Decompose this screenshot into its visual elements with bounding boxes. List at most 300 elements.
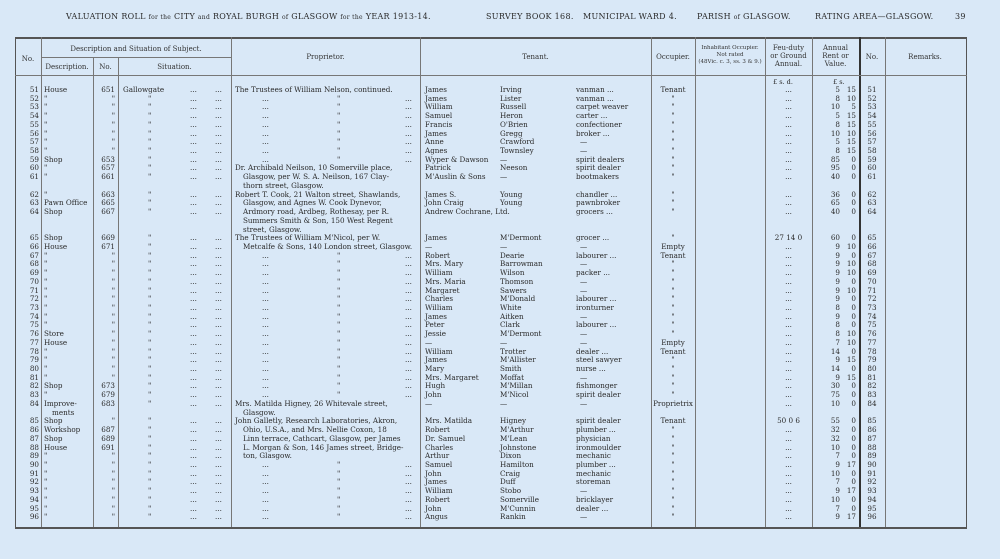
row-feu-duty: ...	[785, 294, 792, 304]
row-situation: "	[148, 451, 152, 461]
row-number: 95	[29, 503, 39, 513]
row-situation-dots: ...	[215, 146, 222, 156]
row-situation: "	[148, 102, 152, 112]
row-number-right: 87	[867, 433, 877, 443]
row-annual-shillings: 0	[851, 311, 856, 321]
row-occupation: packer ...	[576, 268, 611, 278]
row-situation-dots: ...	[190, 128, 197, 138]
row-annual-shillings: 0	[851, 276, 856, 286]
row-proprietor-ditto: "	[337, 503, 341, 513]
parish-word: GLASGOW.	[743, 12, 791, 21]
row-proprietor: street, Glasgow.	[243, 224, 302, 234]
row-number: 73	[29, 303, 39, 312]
row-occupier: "	[671, 276, 675, 286]
row-proprietor-dots: ...	[262, 303, 269, 312]
row-proprietor-dots: ...	[405, 111, 412, 121]
row-proprietor-ditto: "	[337, 372, 341, 382]
title-word: ROYAL BURGH	[212, 12, 280, 21]
row-situation-dots: ...	[190, 233, 197, 243]
row-feu-duty: ...	[785, 207, 792, 217]
row-annual-pounds: 8	[835, 320, 840, 330]
row-proprietor-dots: ...	[262, 320, 269, 330]
row-number-right: 74	[867, 311, 877, 321]
row-annual-pounds: 9	[835, 241, 840, 251]
row-situation-dots: ...	[215, 303, 222, 312]
row-situation-dots: ...	[190, 268, 197, 278]
row-occupation: ironturner	[576, 303, 614, 312]
row-tenant-last: M'Arthur	[500, 425, 534, 435]
row-annual-pounds: 75	[830, 390, 840, 400]
row-description: Shop	[44, 416, 63, 426]
row-situation-dots: ...	[190, 259, 197, 269]
row-number-right: 92	[867, 477, 877, 487]
row-feu-duty: ...	[785, 276, 792, 286]
row-tenant-last: Sawers	[500, 285, 527, 295]
row-tenant-last: Lister	[500, 93, 522, 103]
header-line: Not rated	[716, 52, 744, 58]
row-situation-dots: ...	[215, 172, 222, 182]
row-feu-duty: ...	[785, 329, 792, 339]
row-number-right: 51	[867, 85, 877, 94]
row-situation: "	[148, 512, 152, 522]
row-situation-dots: ...	[190, 207, 197, 217]
row-annual-shillings: 0	[851, 390, 856, 400]
row-occupier: "	[671, 390, 675, 400]
row-proprietor-dots: ...	[262, 364, 269, 374]
row-number: 57	[29, 137, 39, 147]
row-feu-duty: ...	[785, 503, 792, 513]
row-proprietor-dots: ...	[405, 503, 412, 513]
row-number-right: 63	[867, 198, 877, 208]
row-situation-dots: ...	[190, 459, 197, 469]
row-annual-shillings: 17	[846, 459, 856, 469]
row-description: Shop	[44, 433, 63, 443]
row-number-right: 91	[867, 468, 877, 478]
row-tenant-last: Clark	[500, 320, 520, 330]
row-number: 90	[29, 459, 39, 469]
row-description: "	[44, 250, 48, 260]
row-proprietor-dots: ...	[405, 146, 412, 156]
row-annual-shillings: 0	[851, 172, 856, 182]
row-tenant-last: Irving	[500, 85, 522, 94]
row-proprietor-dots: ...	[405, 93, 412, 103]
row-proprietor-dots: ...	[262, 294, 269, 304]
row-description: Workshop	[44, 425, 81, 435]
row-proprietor-dots: ...	[262, 128, 269, 138]
row-situation-dots: ...	[190, 85, 197, 94]
row-proprietor-dots: ...	[405, 154, 412, 164]
row-proprietor-dots: ...	[262, 355, 269, 365]
row-occupation: —	[580, 259, 588, 269]
row-feu-duty: ...	[785, 163, 792, 173]
row-situation-dots: ...	[215, 477, 222, 487]
row-situation-dots: ...	[190, 137, 197, 147]
row-street-number: 665	[101, 198, 115, 208]
annual-units: £ s.	[833, 78, 845, 86]
row-tenant-first: Mrs. Mary	[425, 259, 464, 269]
row-occupier: "	[671, 207, 675, 217]
row-feu-duty: ...	[785, 303, 792, 312]
row-situation-dots: ...	[190, 276, 197, 286]
row-occupation: spirit dealer	[576, 416, 621, 426]
row-annual-shillings: 0	[851, 198, 856, 208]
row-situation-dots: ...	[190, 494, 197, 504]
row-occupier: "	[671, 137, 675, 147]
row-situation-dots: ...	[190, 425, 197, 435]
row-annual-pounds: 10	[830, 494, 840, 504]
row-situation: "	[148, 337, 152, 347]
column-divider	[885, 37, 886, 527]
row-street-number: "	[111, 329, 115, 339]
row-number-right: 67	[867, 250, 877, 260]
row-annual-shillings: 0	[851, 398, 856, 408]
col-header-inhabitant	[695, 45, 765, 66]
row-occupier: Tenant	[660, 250, 686, 260]
row-situation-dots: ...	[215, 233, 222, 243]
row-situation: "	[148, 163, 152, 173]
row-number: 88	[29, 442, 39, 452]
row-street-number: "	[111, 364, 115, 374]
row-annual-shillings: 0	[851, 189, 856, 199]
row-proprietor-dots: ...	[405, 512, 412, 522]
row-annual-pounds: 9	[835, 268, 840, 278]
col-header-feu-duty	[765, 44, 812, 68]
row-tenant-last: M'Dermont	[500, 329, 542, 339]
row-proprietor-ditto: "	[337, 337, 341, 347]
row-situation-dots: ...	[215, 128, 222, 138]
row-tenant-first: —	[425, 337, 433, 347]
row-feu-duty: ...	[785, 346, 792, 356]
row-number-right: 83	[867, 390, 877, 400]
row-situation: "	[148, 119, 152, 129]
row-tenant-last: Russell	[500, 102, 527, 112]
row-description: "	[44, 102, 48, 112]
row-proprietor: ton, Glasgow.	[243, 451, 292, 461]
row-proprietor-ditto: "	[337, 320, 341, 330]
row-occupier: "	[671, 128, 675, 138]
row-tenant-first: M'Auslin & Sons	[425, 172, 486, 182]
row-occupation: —	[580, 486, 588, 496]
row-annual-pounds: 55	[830, 416, 840, 426]
row-number: 59	[29, 154, 39, 164]
row-street-number: "	[111, 503, 115, 513]
row-street-number: 683	[101, 398, 115, 408]
row-annual-pounds: 40	[830, 207, 840, 217]
row-situation: "	[148, 364, 152, 374]
row-number: 85	[29, 416, 39, 426]
row-tenant-last: Smith	[500, 364, 522, 374]
row-occupier: "	[671, 111, 675, 121]
row-annual-pounds: 9	[835, 259, 840, 269]
row-tenant-first: Margaret	[425, 285, 460, 295]
row-situation-dots: ...	[215, 355, 222, 365]
row-number-right: 95	[867, 503, 877, 513]
row-tenant-last: Thomson	[500, 276, 534, 286]
row-proprietor-dots: ...	[405, 285, 412, 295]
row-feu-duty: ...	[785, 372, 792, 382]
row-tenant-first: William	[425, 102, 453, 112]
row-street-number: 661	[101, 172, 115, 182]
row-proprietor-ditto: "	[337, 494, 341, 504]
row-number-right: 66	[867, 241, 877, 251]
page-header	[66, 12, 431, 21]
row-number: 54	[29, 111, 39, 121]
row-description: Store	[44, 329, 64, 339]
row-number: 83	[29, 390, 39, 400]
row-situation: "	[148, 398, 152, 408]
row-description: "	[44, 364, 48, 374]
row-situation: "	[148, 486, 152, 496]
row-annual-shillings: 10	[846, 259, 856, 269]
row-number-right: 89	[867, 451, 877, 461]
row-feu-duty: ...	[785, 198, 792, 208]
row-annual-pounds: 5	[835, 85, 840, 94]
row-street-number: "	[111, 93, 115, 103]
col-header-desc-group: Description and Situation of Subject.	[70, 45, 202, 53]
row-tenant-first: William	[425, 486, 453, 496]
row-occupier: "	[671, 294, 675, 304]
row-proprietor-dots: ...	[405, 250, 412, 260]
title-word: for the	[148, 14, 172, 21]
row-situation-dots: ...	[215, 189, 222, 199]
row-number: 65	[29, 233, 39, 243]
row-situation-dots: ...	[190, 433, 197, 443]
row-number: 81	[29, 372, 39, 382]
row-annual-shillings: 10	[846, 241, 856, 251]
row-proprietor-dots: ...	[405, 128, 412, 138]
row-number: 87	[29, 433, 39, 443]
row-occupier: "	[671, 494, 675, 504]
row-annual-pounds: 5	[835, 111, 840, 121]
row-tenant-last: Craig	[500, 468, 521, 478]
municipal-ward: MUNICIPAL WARD 4.	[583, 12, 677, 21]
row-occupation: —	[580, 337, 588, 347]
row-situation: "	[148, 433, 152, 443]
row-feu-duty: ...	[785, 364, 792, 374]
row-occupation: spirit dealer	[576, 163, 621, 173]
row-occupier: "	[671, 355, 675, 365]
row-occupation: bootmakers	[576, 172, 619, 182]
row-annual-shillings: 5	[851, 102, 856, 112]
row-annual-shillings: 10	[846, 285, 856, 295]
row-number-right: 79	[867, 355, 877, 365]
row-occupation: vanman ...	[576, 85, 614, 94]
row-situation-dots: ...	[190, 468, 197, 478]
row-tenant-first: Jessie	[425, 329, 447, 339]
row-number: 53	[29, 102, 39, 112]
row-situation-dots: ...	[190, 416, 197, 426]
row-tenant-first: James	[425, 477, 447, 487]
row-proprietor-ditto: "	[337, 111, 341, 121]
row-feu-duty: ...	[785, 146, 792, 156]
col-header-tenant: Tenant.	[522, 53, 549, 61]
row-tenant-first: Francis	[425, 119, 453, 129]
row-proprietor-dots: ...	[262, 102, 269, 112]
row-street-number: "	[111, 285, 115, 295]
row-tenant-last: Somerville	[500, 494, 539, 504]
row-tenant-last: O'Brien	[500, 119, 528, 129]
row-occupation: pawnbroker	[576, 198, 621, 208]
row-feu-duty: ...	[785, 320, 792, 330]
row-description: Pawn Office	[44, 198, 88, 208]
title-valuation-roll: VALUATION ROLL	[66, 12, 146, 21]
row-number-right: 71	[867, 285, 877, 295]
row-situation-dots: ...	[190, 189, 197, 199]
col-header-description: Description.	[45, 63, 89, 71]
row-annual-shillings: 15	[846, 372, 856, 382]
row-annual-shillings: 10	[846, 93, 856, 103]
row-number: 78	[29, 346, 39, 356]
row-situation-dots: ...	[215, 433, 222, 443]
row-proprietor-dots: ...	[262, 285, 269, 295]
row-tenant-first: James	[425, 93, 447, 103]
row-street-number: "	[111, 259, 115, 269]
row-street-number: "	[111, 137, 115, 147]
row-feu-duty: 27 14 0	[774, 233, 803, 243]
row-annual-pounds: 10	[830, 398, 840, 408]
row-situation-dots: ...	[215, 381, 222, 391]
row-proprietor-ditto: "	[337, 285, 341, 295]
row-tenant-first: Robert	[425, 250, 450, 260]
row-number: 67	[29, 250, 39, 260]
row-description: "	[44, 163, 48, 173]
row-situation: "	[148, 259, 152, 269]
row-situation-dots: ...	[190, 311, 197, 321]
row-street-number: "	[111, 311, 115, 321]
row-proprietor-dots: ...	[262, 137, 269, 147]
row-tenant-first: Andrew Cochrane, Ltd.	[425, 207, 510, 217]
row-description: "	[44, 268, 48, 278]
header-divider	[41, 57, 231, 58]
row-tenant-last: Wilson	[500, 268, 525, 278]
row-occupier: "	[671, 146, 675, 156]
row-street-number: "	[111, 111, 115, 121]
row-situation-dots: ...	[215, 451, 222, 461]
row-proprietor-dots: ...	[405, 337, 412, 347]
row-situation-dots: ...	[190, 294, 197, 304]
row-annual-pounds: 36	[830, 189, 840, 199]
row-occupation: chandler ...	[576, 189, 618, 199]
row-occupation: —	[580, 137, 588, 147]
row-proprietor-dots: ...	[405, 259, 412, 269]
row-tenant-last: Johnstone	[500, 442, 537, 452]
row-tenant-first: Patrick	[425, 163, 451, 173]
row-occupation: dealer ...	[576, 503, 609, 513]
row-tenant-last: Crawford	[500, 137, 535, 147]
row-situation-dots: ...	[190, 241, 197, 251]
title-word: for the	[340, 14, 363, 21]
row-number: 68	[29, 259, 39, 269]
row-annual-shillings: 0	[851, 425, 856, 435]
row-description: "	[44, 172, 48, 182]
row-occupation: grocer ...	[576, 233, 610, 243]
row-proprietor: Mrs. Matilda Higney, 26 Whitevale street,	[235, 398, 388, 408]
row-situation-dots: ...	[190, 329, 197, 339]
row-street-number: "	[111, 512, 115, 522]
row-tenant-last: Hamilton	[500, 459, 534, 469]
row-feu-duty: ...	[785, 241, 792, 251]
row-number: 66	[29, 241, 39, 251]
row-occupation: —	[580, 512, 588, 522]
row-situation-dots: ...	[215, 102, 222, 112]
row-situation: "	[148, 381, 152, 391]
row-situation-dots: ...	[190, 119, 197, 129]
row-street-number: "	[111, 128, 115, 138]
row-occupier: "	[671, 311, 675, 321]
row-situation-dots: ...	[215, 494, 222, 504]
row-street-number: "	[111, 477, 115, 487]
row-feu-duty: ...	[785, 477, 792, 487]
row-occupation: —	[580, 311, 588, 321]
row-situation-dots: ...	[190, 154, 197, 164]
row-tenant-last: M'Nicol	[500, 390, 529, 400]
row-feu-duty: ...	[785, 486, 792, 496]
row-tenant-first: John	[425, 468, 442, 478]
row-proprietor-ditto: "	[337, 329, 341, 339]
row-number: 61	[29, 172, 39, 182]
row-proprietor: The Trustees of William M'Nicol, per W.	[235, 233, 381, 243]
row-proprietor: Dr. Archibald Neilson, 10 Somerville place,	[235, 163, 393, 173]
row-proprietor-ditto: "	[337, 459, 341, 469]
row-annual-pounds: 14	[830, 346, 840, 356]
col-header-remarks: Remarks.	[908, 53, 942, 61]
title-word: YEAR 1913-14.	[365, 12, 431, 21]
row-occupation: grocers ...	[576, 207, 613, 217]
row-annual-pounds: 85	[830, 154, 840, 164]
row-tenant-first: —	[425, 241, 433, 251]
row-annual-pounds: 10	[830, 468, 840, 478]
row-street-number: 669	[101, 233, 115, 243]
row-number: 77	[29, 337, 39, 347]
row-street-number: "	[111, 468, 115, 478]
column-divider	[231, 37, 232, 527]
row-proprietor: Linn terrace, Cathcart, Glasgow, per James	[243, 433, 401, 443]
row-situation-dots: ...	[215, 329, 222, 339]
col-header-no: No.	[21, 55, 35, 63]
row-annual-shillings: 0	[851, 303, 856, 312]
row-situation-dots: ...	[190, 486, 197, 496]
row-tenant-first: William	[425, 303, 453, 312]
row-proprietor-dots: ...	[262, 372, 269, 382]
row-number: 63	[29, 198, 39, 208]
row-number-right: 64	[867, 207, 877, 217]
row-situation-dots: ...	[190, 337, 197, 347]
row-situation: "	[148, 494, 152, 504]
row-situation-dots: ...	[215, 285, 222, 295]
row-description: Shop	[44, 381, 63, 391]
row-situation-dots: ...	[190, 102, 197, 112]
row-situation: "	[148, 146, 152, 156]
row-number: 84	[29, 398, 39, 408]
row-number-right: 70	[867, 276, 877, 286]
row-number: 80	[29, 364, 39, 374]
row-annual-pounds: 9	[835, 355, 840, 365]
row-occupier: "	[671, 198, 675, 208]
row-situation-dots: ...	[215, 337, 222, 347]
row-tenant-last: M'Donald	[500, 294, 536, 304]
row-annual-pounds: 8	[835, 303, 840, 312]
row-tenant-first: John	[425, 503, 442, 513]
row-situation: "	[148, 189, 152, 199]
row-description: "	[44, 372, 48, 382]
row-feu-duty: ...	[785, 459, 792, 469]
row-situation: "	[148, 207, 152, 217]
col-header-occupier: Occupier.	[656, 53, 690, 61]
row-annual-shillings: 0	[851, 494, 856, 504]
row-situation: "	[148, 294, 152, 304]
row-proprietor-ditto: "	[337, 128, 341, 138]
row-situation: "	[148, 137, 152, 147]
